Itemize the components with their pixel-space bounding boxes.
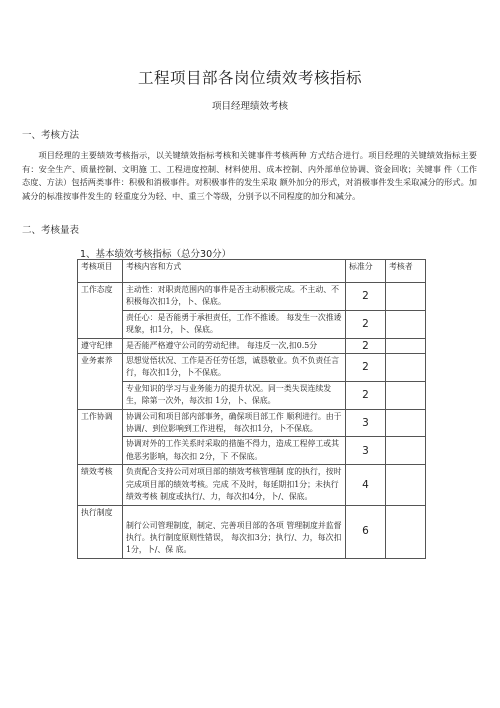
method-paragraph: 项目经理的主要绩效考核指示，以关键绩效指标考核和关键事件考核两种 方式结合进行。项目经理的关键绩效指标主要有：安全生产、质量控制、文明施 工、工程进度控制、材料使用、成本控制、内外部单位协调、资金回收；关键事 件（工作态度、方法）包括两类事件：积极和消极事件。对积极事件的发生采取 额外加分的形式，对消极事件发生采取减分的形式。加减分的标准按事件发生的 轻重度分为轻、中、重三个等级，分别予以不同程度的加分和减分。 xyxy=(22,150,477,201)
page-subtitle: 项目经理绩效考核 xyxy=(211,101,288,112)
table-header-row xyxy=(78,260,426,283)
row-assessor xyxy=(386,465,426,505)
assessment-table xyxy=(77,259,426,559)
row-assessor xyxy=(386,283,426,311)
row-content: 思想觉悟状况、工作是否任劳任怨，诚恳敬业。负不负责任言行，每次扣1分，卜不保底。 xyxy=(123,354,346,382)
table-row xyxy=(78,354,426,382)
row-content: 是否能严格遵守公司的劳动纪律。 每违反一次,扣0.5分 xyxy=(123,338,346,353)
row-item: 工作协调 xyxy=(78,409,123,465)
row-item: 业务素养 xyxy=(78,354,123,410)
table-row xyxy=(78,437,426,465)
table-row xyxy=(78,505,426,558)
row-content: 协调公司和项目部内部事务，确保项目部工作 顺利进行。由于协调/、到位影响到工作进程， 每次扣1分，卜不保底。 xyxy=(123,409,346,437)
row-score: 2 xyxy=(346,338,386,353)
row-content: 主动性：对职责范围内的事件是否主动积极完成。不主动、不积极每次扣1分，卜、保底。 xyxy=(123,283,346,311)
row-content: 专业知识的学习与业务能力的提升状况。同一类失误连续发生，除第一次外，每次扣 1分，卜、保底。 xyxy=(123,381,346,409)
row-content: 责任心：是否能勇于承担责任，工作不推诿。 每发生一次推诿现象，扣1分，卜、保底。 xyxy=(123,310,346,338)
row-assessor xyxy=(386,354,426,382)
header-assessor: 考核者 xyxy=(386,260,426,283)
row-item: 工作态度 xyxy=(78,283,123,339)
header-standard: 标准分 xyxy=(346,260,386,283)
row-content: 制行公司管理制度，制定、完善项目部的各项 管理制度并监督执行。执行制度原则性错误， 每次扣3分；执行/、力，每次扣1分，卜/、保 底。 xyxy=(123,505,346,558)
table-row xyxy=(78,338,426,353)
row-assessor xyxy=(386,310,426,338)
row-assessor xyxy=(386,381,426,409)
row-item: 绩效考核 xyxy=(78,465,123,505)
row-assessor xyxy=(386,437,426,465)
row-score: 2 xyxy=(346,381,386,409)
header-item: 考核项目 xyxy=(78,260,123,283)
row-score: 2 xyxy=(346,310,386,338)
table-row xyxy=(78,381,426,409)
table-caption: 1、基本绩效考核指标（总分30分） xyxy=(80,249,232,260)
row-assessor xyxy=(386,338,426,353)
row-assessor xyxy=(386,409,426,437)
row-item: 遵守纪律 xyxy=(78,338,123,353)
table-row xyxy=(78,310,426,338)
row-score: 2 xyxy=(346,283,386,311)
row-score: 4 xyxy=(346,465,386,505)
table-row xyxy=(78,409,426,437)
row-content: 协调对外的工作关系时采取的措施不得力，造成工程停工或其他恶劣影响，每次扣 2分，下 不保底。 xyxy=(123,437,346,465)
header-content: 考核内容和方式 xyxy=(123,260,346,283)
page-title: 工程项目部各岗位绩效考核指标 xyxy=(137,69,362,87)
row-content: 负责配合支持公司对项目部的绩效考核管理制 度的执行，按时完成项目部的绩效考核。完成 不及时，每延期扣1分；未执行绩效考核 制度或执行/、力，每次扣4分，卜/、保底。 xyxy=(123,465,346,505)
row-score: 3 xyxy=(346,409,386,437)
row-item: 执行制度 xyxy=(78,505,123,558)
section-heading-method: 一、考核方法 xyxy=(22,130,80,141)
row-score: 2 xyxy=(346,354,386,382)
row-assessor xyxy=(386,505,426,558)
table-row xyxy=(78,283,426,311)
table-row xyxy=(78,465,426,505)
row-score: 3 xyxy=(346,437,386,465)
section-heading-scale: 二、考核量表 xyxy=(22,225,80,236)
row-score: 6 xyxy=(346,505,386,558)
